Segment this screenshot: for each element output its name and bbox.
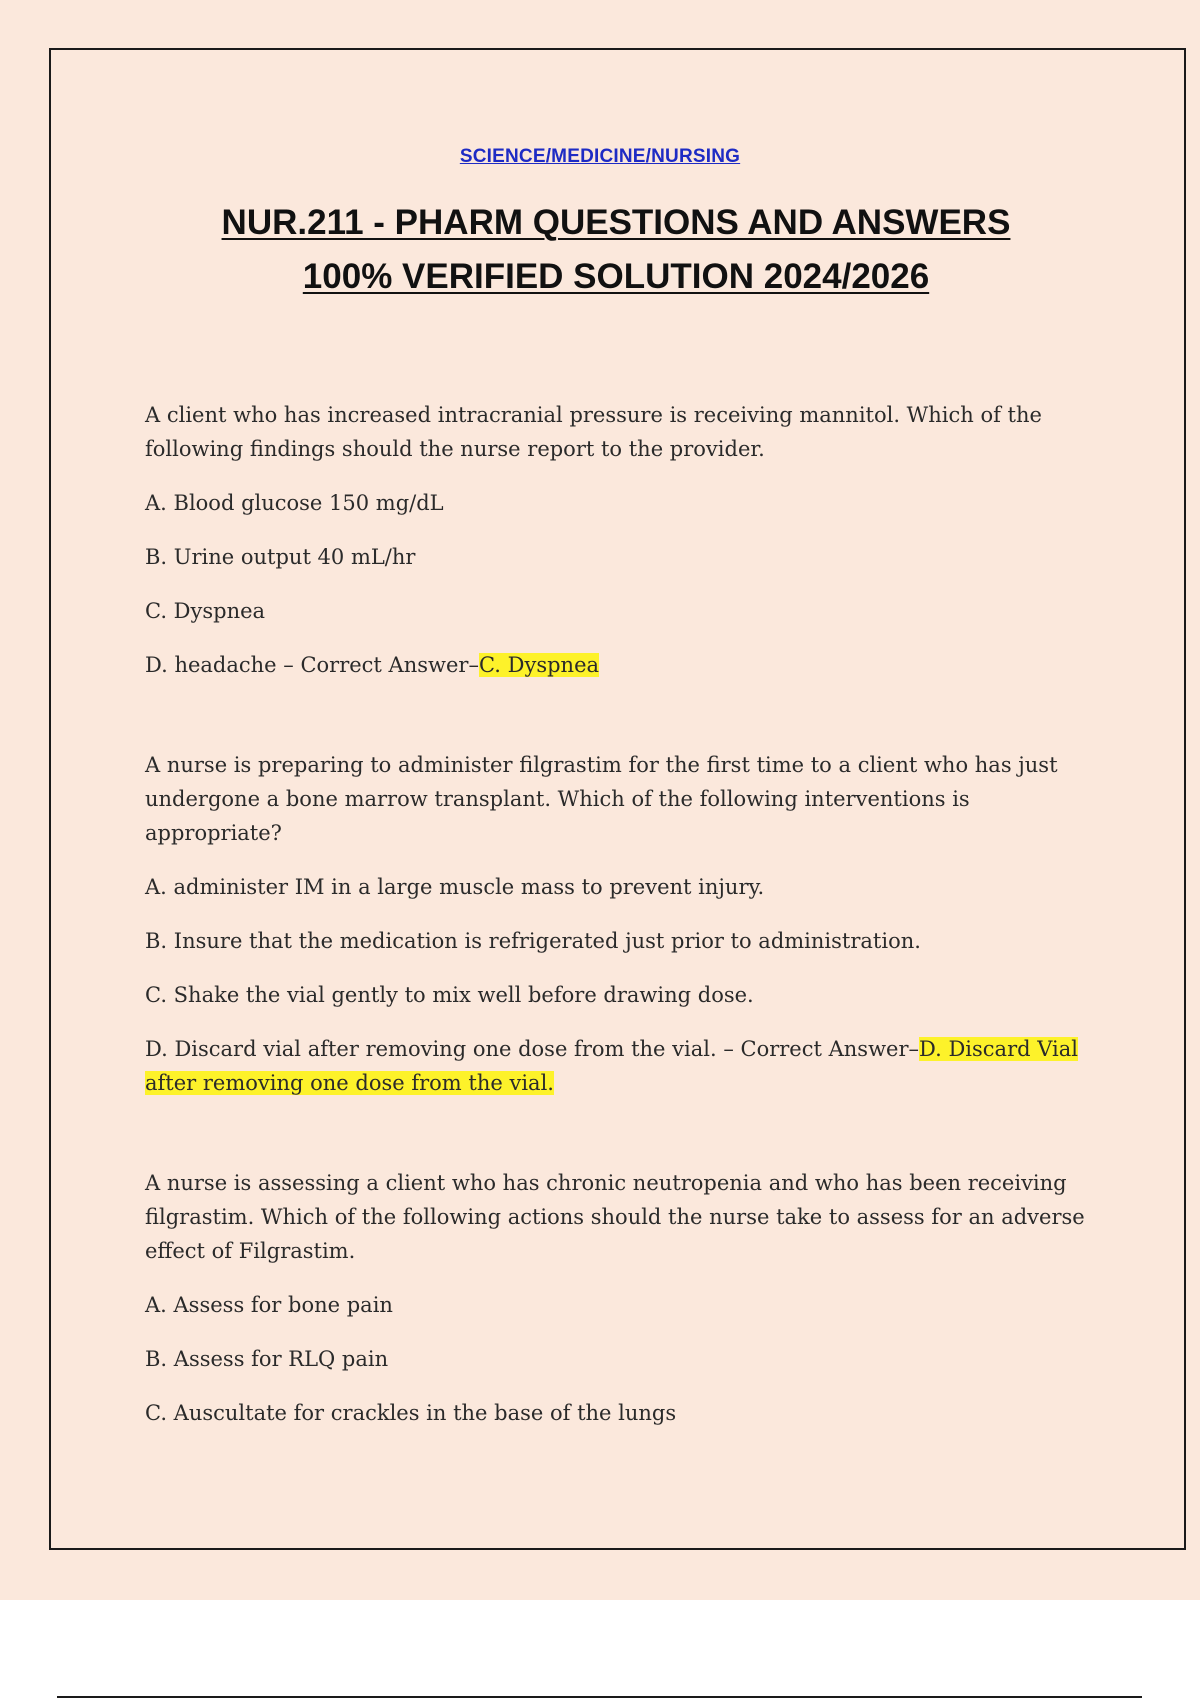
question-2 <box>145 748 1095 1100</box>
bottom-divider <box>57 1696 1142 1698</box>
option-c: C. Auscultate for crackles in the base of the lungs <box>145 1401 677 1425</box>
question-text: A nurse is preparing to administer filgrastim for the first time to a client who has just undergone a bone marrow transplant. Which of the following interventions is appropriate? <box>145 753 1058 845</box>
option-c: C. Dyspnea <box>145 599 266 623</box>
option-d-with-answer <box>145 1032 1095 1100</box>
document-title <box>150 196 1082 304</box>
correct-answer-highlight: D. Discard Vial after removing one dose from the vial. <box>145 1037 1078 1095</box>
title-line-2: 100% VERIFIED SOLUTION 2024/2026 <box>302 257 930 296</box>
category-link[interactable]: SCIENCE/MEDICINE/NURSING <box>459 146 741 167</box>
question-list <box>145 398 1095 1496</box>
option-c: C. Shake the vial gently to mix well before drawing dose. <box>145 983 754 1007</box>
title-line-1: NUR.211 - PHARM QUESTIONS AND ANSWERS <box>221 203 1011 242</box>
option-b: B. Insure that the medication is refrigerated just prior to administration. <box>145 929 921 953</box>
option-b: B. Assess for RLQ pain <box>145 1347 389 1371</box>
correct-answer-highlight: C. Dyspnea <box>478 653 600 677</box>
question-text: A client who has increased intracranial pressure is receiving mannitol. Which of the following findings should the nurse report to the provider. <box>145 403 1042 461</box>
option-b: B. Urine output 40 mL/hr <box>145 545 416 569</box>
option-a: A. Assess for bone pain <box>145 1293 393 1317</box>
option-d: D. Discard vial after removing one dose from the vial. – Correct Answer– <box>145 1037 920 1061</box>
option-d: D. headache – Correct Answer– <box>145 653 479 677</box>
option-a: A. Blood glucose 150 mg/dL <box>145 491 444 515</box>
option-a: A. administer IM in a large muscle mass to prevent injury. <box>145 875 765 899</box>
question-1 <box>145 398 1095 682</box>
question-3 <box>145 1166 1095 1430</box>
option-d-with-answer <box>145 648 1095 682</box>
question-text: A nurse is assessing a client who has chronic neutropenia and who has been receiving filgrastim. Which of the following actions should the nurse take to assess for an adverse effect of Filgrastim. <box>145 1171 1085 1263</box>
